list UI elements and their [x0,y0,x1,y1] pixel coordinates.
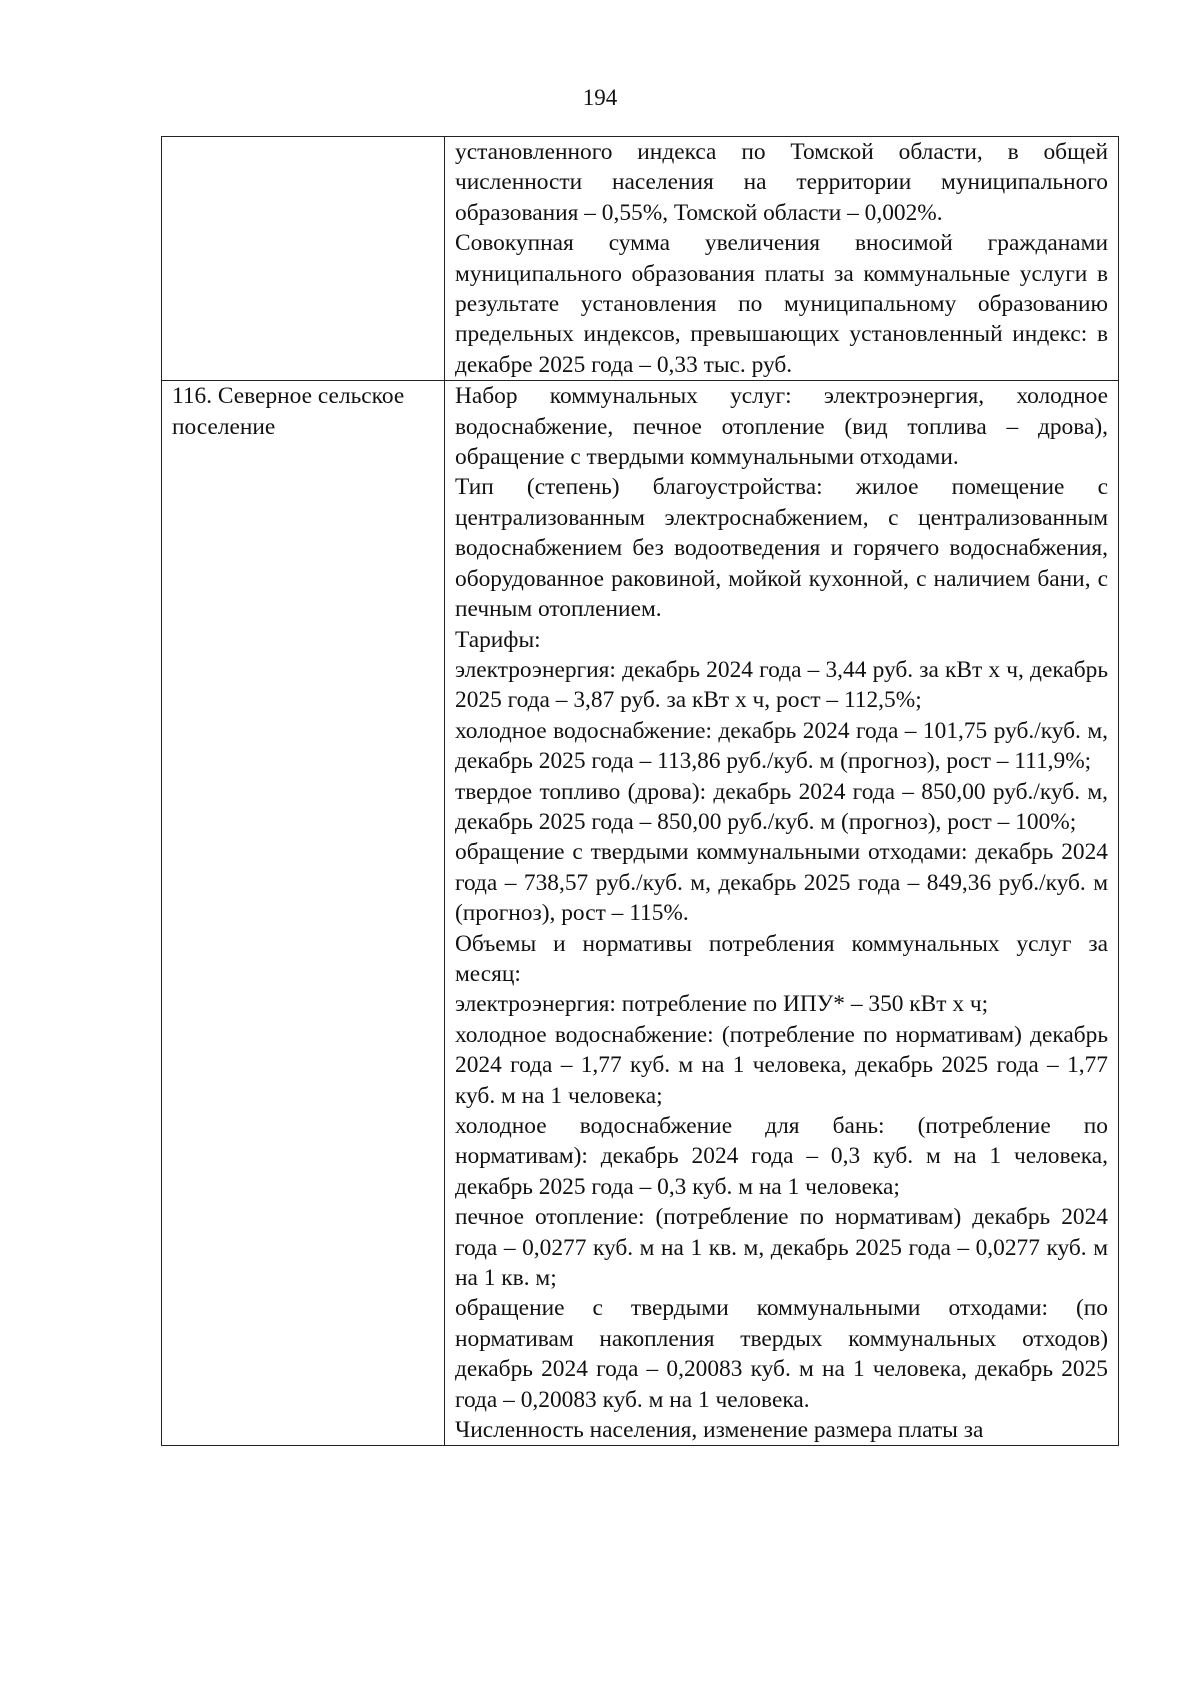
paragraph: электроэнергия: потребление по ИПУ* – 350 кВт х ч; [455,991,989,1018]
paragraph: Тип (степень) благоустройства: жилое помещение с централизованным электроснабжением, с централизованным водоснабжением без водоотведения и горячего водоснабжения, оборудованное раковиной, мойкой кухонной, с наличием бани, с печным отоплением. [455,474,1108,623]
municipality-cell [162,381,445,1446]
paragraph: твердое топливо (дрова): декабрь 2024 года – 850,00 руб./куб. м, декабрь 2025 года – 850,00 руб./куб. м (прогноз), рост – 100%; [455,778,1108,835]
paragraph: установленного индекса по Томской области, в общей численности населения на территории муниципального образования – 0,55%, Томской области – 0,002%. [455,139,1108,226]
paragraph: холодное водоснабжение: (потребление по нормативам) декабрь 2024 года – 1,77 куб. м на 1 человека, декабрь 2025 года – 1,77 куб. м на 1 человека; [455,1021,1108,1109]
paragraph: Совокупная сумма увеличения вносимой гражданами муниципального образования платы за коммунальные услуги в результате установления по муниципальному образованию предельных индексов, превышающих установленный индекс: в декабре 2025 года – 0,33 тыс. руб. [455,230,1108,378]
paragraph: обращение с твердыми коммунальными отходами: (по нормативам накопления твердых коммунальных отходов) декабрь 2024 года – 0,20083 куб. м на 1 человека, декабрь 2025 года – 0,20083 куб. м на 1 человека. [455,1295,1108,1413]
tariff-table [161,136,1119,1446]
municipality-name: 116. Северное сельское поселение [172,383,405,440]
paragraph: Объемы и нормативы потребления коммунальных услуг за месяц: [455,930,1108,987]
description-cell [445,137,1119,381]
paragraph: Набор коммунальных услуг: электроэнергия, холодное водоснабжение, печное отопление (вид топлива – дрова), обращение с твердыми коммунальными отходами. [455,383,1108,471]
paragraph: холодное водоснабжение для бань: (потребление по нормативам): декабрь 2024 года – 0,3 куб. м на 1 человека, декабрь 2025 года – 0,3 куб. м на 1 человека; [455,1113,1108,1200]
table-row [162,137,1119,381]
page-number: 194 [582,85,618,110]
paragraph: электроэнергия: декабрь 2024 года – 3,44 руб. за кВт х ч, декабрь 2025 года – 3,87 руб. за кВт х ч, рост – 112,5%; [455,656,1108,714]
paragraph: Численность населения, изменение размера платы за [455,1417,984,1444]
paragraph: печное отопление: (потребление по нормативам) декабрь 2024 года – 0,0277 куб. м на 1 кв. м, декабрь 2025 года – 0,0277 куб. м на 1 кв. м; [455,1204,1108,1292]
description-cell [445,381,1119,1446]
table-row [162,381,1119,1446]
paragraph: обращение с твердыми коммунальными отходами: декабрь 2024 года – 738,57 руб./куб. м, декабрь 2025 года – 849,36 руб./куб. м (прогноз), рост – 115%. [455,839,1108,927]
paragraph: Тарифы: [455,626,541,653]
municipality-cell [162,137,445,381]
paragraph: холодное водоснабжение: декабрь 2024 года – 101,75 руб./куб. м, декабрь 2025 года – 113,86 руб./куб. м (прогноз), рост – 111,9%; [455,717,1108,775]
